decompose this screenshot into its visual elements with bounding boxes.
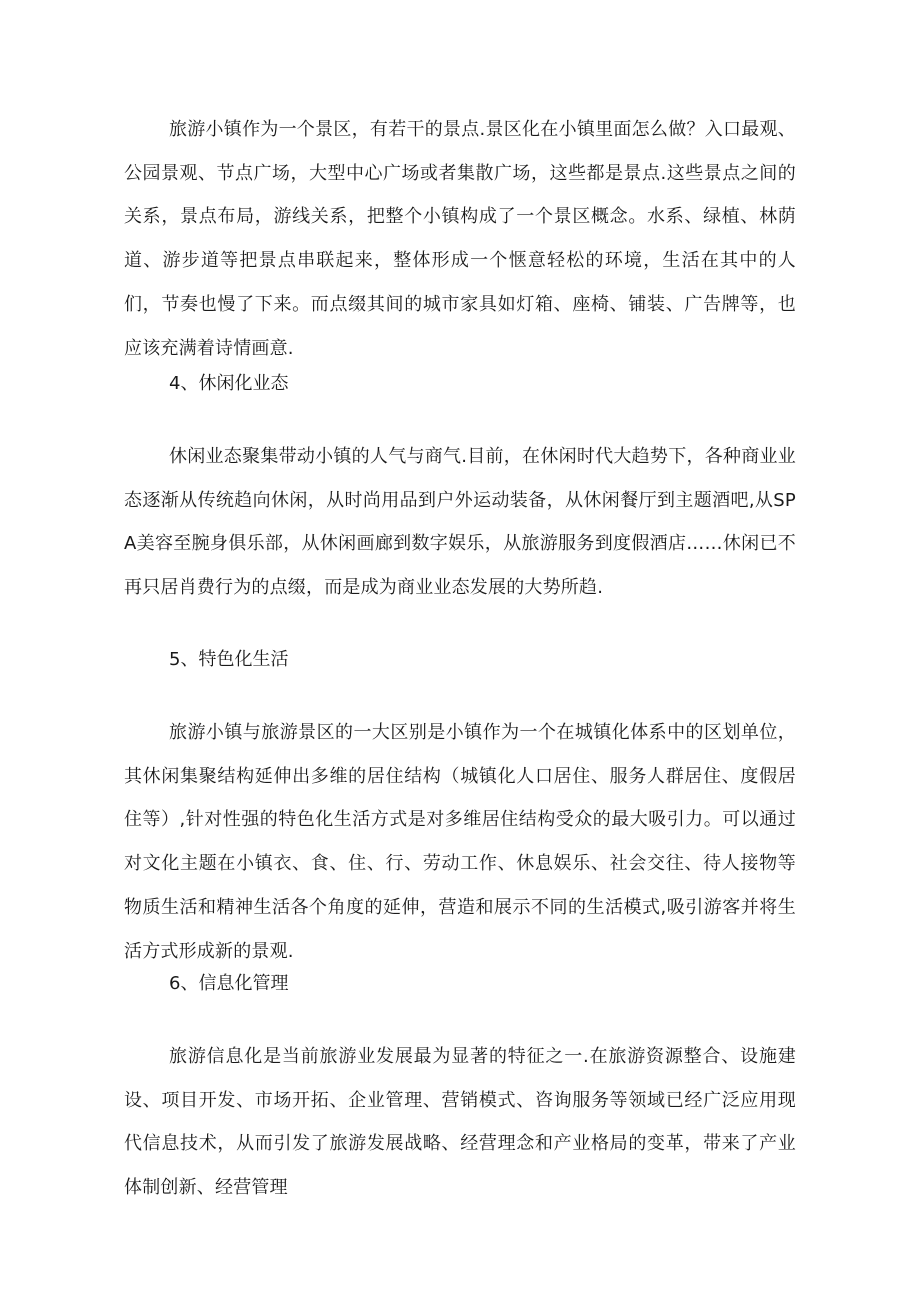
paragraph-leisure-business: 休闲业态聚集带动小镇的人气与商气.目前，在休闲时代大趋势下，各种商业业态逐渐从传统趋向休闲，从时尚用品到户外运动装备，从休闲餐厅到主题酒吧,从SPA美容至腕身俱乐部，从休闲画廊到数字娱乐，从旅游服务到度假酒店……休闲已不再只居肖费行为的点缀，而是成为商业业态发展的大势所趋. xyxy=(124,446,796,599)
heading-information-management: 6、信息化管理 xyxy=(169,973,289,994)
heading-characteristic-life: 5、特色化生活 xyxy=(169,649,289,670)
paragraph-characteristic-life: 旅游小镇与旅游景区的一大区别是小镇作为一个在城镇化体系中的区划单位，其休闲集聚结构延伸出多维的居住结构（城镇化人口居住、服务人群居住、度假居住等）,针对性强的特色化生活方式是对多维居住结构受众的最大吸引力。可以通过对文化主题在小镇衣、食、住、行、劳动工作、休息娱乐、社会交往、待人接物等物质生活和精神生活各个角度的延伸，营造和展示不同的生活模式,吸引游客并将生活方式形成新的景观. xyxy=(124,722,796,962)
heading-leisure-business: 4、休闲化业态 xyxy=(169,373,289,394)
paragraph-information-management: 旅游信息化是当前旅游业发展最为显著的特征之一.在旅游资源整合、设施建设、项目开发、市场开拓、企业管理、营销模式、咨询服务等领域已经广泛应用现代信息技术，从而引发了旅游发展战略、经营理念和产业格局的变革，带来了产业体制创新、经营管理 xyxy=(124,1046,796,1199)
paragraph-scenic-area: 旅游小镇作为一个景区，有若干的景点.景区化在小镇里面怎么做？入口最观、公园景观、节点广场，大型中心广场或者集散广场，这些都是景点.这些景点之间的关系，景点布局，游线关系，把整个小镇构成了一个景区概念。水系、绿植、林荫道、游步道等把景点串联起来，整体形成一个惬意轻松的环境，生活在其中的人们，节奏也慢了下来。而点缀其间的城市家具如灯箱、座椅、铺装、广告牌等，也应该充满着诗情画意. xyxy=(124,119,796,359)
